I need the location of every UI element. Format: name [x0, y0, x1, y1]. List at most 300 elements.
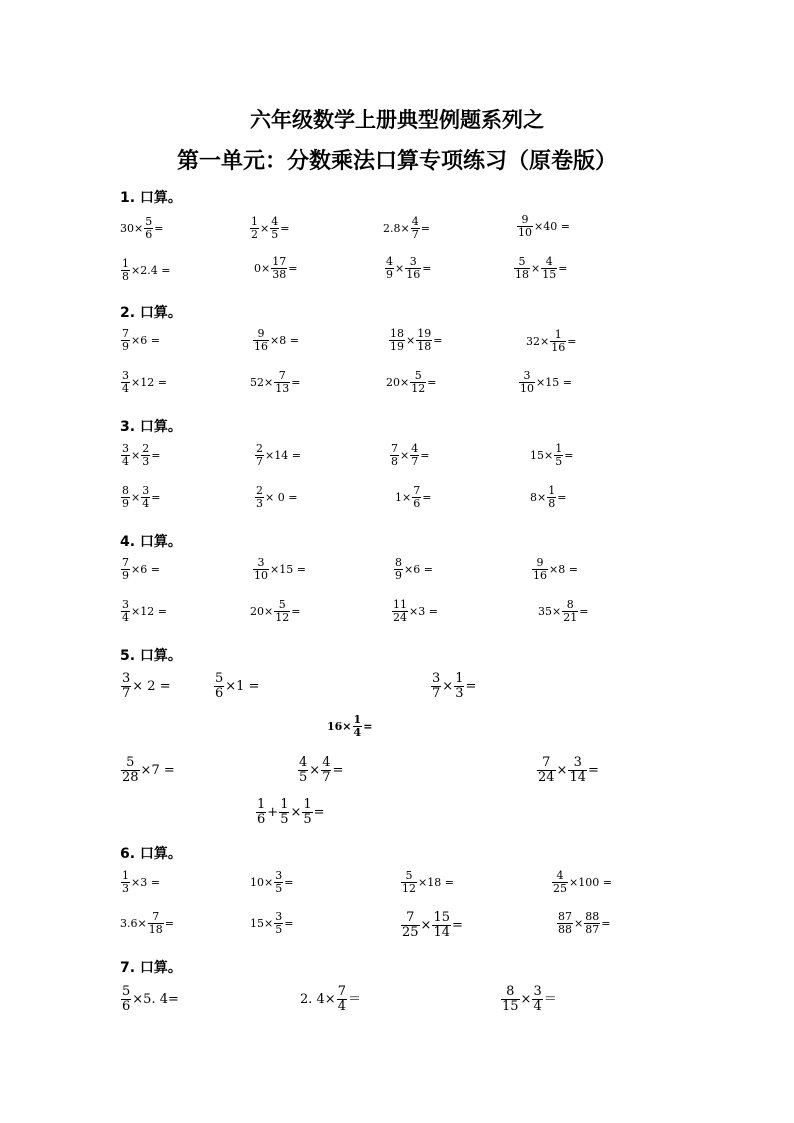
fraction-numerator: 7 — [274, 370, 290, 383]
fraction-denominator: 8 — [548, 496, 556, 510]
fraction-numerator: 1 — [251, 215, 258, 228]
fraction — [274, 370, 290, 394]
expression-text: ×8 = — [270, 333, 299, 347]
fraction-numerator: 4 — [322, 755, 331, 770]
expression-text: 20× — [386, 375, 410, 389]
fraction — [274, 911, 283, 935]
fraction — [255, 443, 264, 467]
expression-text: ＝ — [543, 991, 557, 1007]
fraction-denominator: 16 — [254, 339, 268, 353]
section-heading: 3. 口算。 — [120, 419, 182, 435]
fraction-denominator: 6 — [413, 496, 421, 510]
math-problem — [300, 985, 361, 1013]
fraction — [141, 485, 150, 509]
fraction — [394, 557, 403, 581]
math-problem — [120, 485, 160, 509]
expression-text: = — [601, 916, 611, 930]
fraction — [255, 485, 264, 509]
expression-text: = — [154, 221, 164, 235]
expression-text: ×7 = — [140, 762, 175, 778]
fraction-numerator: 5 — [215, 671, 224, 686]
fraction — [270, 216, 279, 240]
fraction — [568, 756, 587, 784]
fraction-denominator: 88 — [558, 922, 572, 936]
expression-text: = — [288, 261, 298, 275]
fraction — [454, 672, 464, 700]
fraction-denominator: 7 — [411, 227, 419, 241]
fraction — [148, 911, 164, 935]
fraction-numerator: 3 — [405, 256, 421, 269]
fraction — [517, 214, 533, 238]
fraction-numerator: 2 — [256, 442, 263, 455]
expression-text: = — [291, 604, 301, 618]
fraction-numerator: 4 — [541, 256, 557, 269]
fraction-numerator: 7 — [148, 911, 164, 924]
fraction-numerator: 9 — [517, 214, 533, 227]
fraction-denominator: 13 — [275, 381, 290, 395]
section-heading: 2. 口算。 — [120, 305, 182, 321]
fraction — [405, 256, 421, 280]
section-heading: 6. 口算。 — [120, 846, 182, 862]
fraction — [302, 798, 312, 826]
fraction-numerator: 3 — [253, 557, 269, 570]
math-problem — [400, 911, 463, 939]
expression-text: 52× — [250, 375, 274, 389]
fraction-numerator: 5 — [145, 215, 153, 228]
math-problem — [536, 756, 599, 784]
math-problem — [393, 557, 433, 581]
document-title: 六年级数学上册典型例题系列之 — [250, 108, 544, 132]
fraction-denominator: 24 — [393, 610, 407, 624]
fraction-denominator: 9 — [122, 339, 129, 353]
fraction-denominator: 18 — [515, 267, 529, 281]
fraction-denominator: 5 — [555, 454, 563, 468]
fraction-numerator: 4 — [411, 442, 419, 455]
fraction — [253, 557, 269, 581]
math-problem — [384, 256, 431, 280]
expression-text: × — [406, 333, 416, 347]
math-problem — [255, 798, 325, 826]
expression-text: 2. 4× — [300, 991, 336, 1007]
math-problem — [120, 985, 179, 1013]
math-problem — [500, 985, 557, 1013]
fraction-numerator: 5 — [514, 256, 530, 269]
math-problem — [254, 485, 297, 509]
expression-text: ×12 = — [131, 375, 167, 389]
expression-text: × 0 = — [265, 490, 298, 504]
fraction — [514, 256, 530, 280]
fraction — [584, 911, 600, 935]
expression-text: = — [164, 916, 174, 930]
fraction-numerator: 11 — [393, 598, 407, 611]
expression-text: = — [452, 917, 463, 933]
fraction-numerator: 88 — [585, 910, 600, 923]
fraction — [274, 870, 283, 894]
fraction — [410, 370, 426, 394]
fraction-denominator: 3 — [455, 685, 464, 701]
fraction-denominator: 3 — [142, 454, 150, 468]
fraction-numerator: 7 — [401, 911, 420, 926]
expression-text: 35× — [538, 604, 562, 618]
fraction-numerator: 5 — [401, 870, 417, 883]
expression-text: × — [309, 762, 321, 778]
fraction — [532, 985, 542, 1013]
fraction-denominator: 6 — [145, 227, 153, 241]
expression-text: ×6 = — [131, 333, 160, 347]
fraction-numerator: 5 — [122, 984, 131, 999]
math-problem — [252, 557, 306, 581]
fraction-denominator: 4 — [337, 998, 346, 1014]
math-problem — [383, 216, 430, 240]
expression-text: ×2.4 = — [131, 263, 171, 277]
fraction-numerator: 8 — [501, 985, 520, 1000]
fraction-denominator: 9 — [122, 496, 129, 510]
fraction-denominator: 5 — [299, 769, 308, 785]
fraction-numerator: 1 — [303, 797, 312, 812]
expression-text: ×5. 4= — [132, 991, 179, 1007]
expression-text: = — [465, 678, 477, 694]
fraction-denominator: 16 — [533, 568, 547, 582]
fraction — [410, 443, 419, 467]
math-problem — [556, 911, 610, 935]
math-problem — [213, 672, 259, 700]
fraction-denominator: 5 — [275, 881, 283, 895]
fraction-denominator: 18 — [417, 339, 432, 353]
fraction-numerator: 2 — [142, 442, 150, 455]
fraction-denominator: 10 — [254, 568, 268, 582]
expression-text: × — [556, 762, 568, 778]
fraction-numerator: 1 — [122, 869, 129, 882]
fraction — [144, 216, 153, 240]
expression-text: × — [531, 261, 541, 275]
fraction-numerator: 7 — [122, 556, 129, 569]
fraction — [121, 328, 130, 352]
expression-text: × — [520, 991, 532, 1007]
math-problem — [252, 328, 299, 352]
expression-text: 1× — [395, 490, 412, 504]
fraction — [353, 714, 363, 738]
math-problem — [530, 443, 573, 467]
fraction-numerator: 4 — [411, 215, 419, 228]
expression-text: ×3 = — [409, 604, 438, 618]
fraction-numerator: 3 — [122, 671, 131, 686]
fraction-denominator: 7 — [122, 685, 131, 701]
math-problem — [120, 443, 160, 467]
expression-text: = — [422, 490, 432, 504]
expression-text: ×15 = — [270, 562, 306, 576]
fraction-denominator: 6 — [257, 811, 266, 827]
fraction-denominator: 12 — [411, 381, 426, 395]
math-problem — [120, 672, 171, 700]
fraction-denominator: 7 — [432, 685, 441, 701]
expression-text: ×1 = — [225, 678, 260, 694]
math-problem — [430, 672, 476, 700]
section-heading: 7. 口算。 — [120, 960, 182, 976]
document-subtitle: 第一单元：分数乘法口算专项练习（原卷版） — [176, 149, 617, 174]
fraction-denominator: 12 — [402, 881, 416, 895]
expression-text: + — [267, 804, 279, 820]
fraction-numerator: 1 — [555, 442, 563, 455]
fraction-numerator: 3 — [519, 370, 535, 383]
fraction — [250, 216, 259, 240]
fraction-denominator: 18 — [148, 922, 163, 936]
fraction-numerator: 5 — [410, 370, 426, 383]
math-problem — [249, 216, 289, 240]
expression-text: ×14 = — [265, 448, 301, 462]
fraction-numerator: 5 — [274, 599, 290, 612]
fraction-numerator: 8 — [562, 599, 578, 612]
fraction-numerator: 19 — [417, 327, 432, 340]
fraction-numerator: 7 — [413, 484, 421, 497]
expression-text: 32× — [526, 334, 550, 348]
fraction-numerator: 7 — [337, 984, 346, 999]
fraction — [253, 328, 269, 352]
fraction — [321, 756, 331, 784]
expression-text: = — [427, 375, 437, 389]
expression-text: 10× — [250, 875, 274, 889]
expression-text: × — [442, 678, 454, 694]
fraction — [121, 443, 130, 467]
math-problem — [250, 911, 293, 935]
fraction-numerator: 1 — [122, 257, 129, 270]
fraction-denominator: 4 — [533, 998, 542, 1014]
fraction-denominator: 14 — [569, 769, 586, 785]
fraction — [501, 985, 520, 1013]
expression-text: = — [433, 333, 443, 347]
fraction — [121, 870, 130, 894]
fraction-numerator: 3 — [432, 671, 441, 686]
fraction — [121, 485, 130, 509]
fraction-numerator: 5 — [121, 756, 140, 771]
expression-text: = — [313, 804, 325, 820]
math-problem — [531, 557, 578, 581]
fraction-denominator: 5 — [275, 922, 283, 936]
fraction-denominator: 15 — [542, 267, 557, 281]
fraction — [554, 443, 563, 467]
expression-text: = — [280, 221, 290, 235]
fraction-numerator: 17 — [272, 255, 287, 268]
fraction — [121, 985, 131, 1013]
expression-text: = — [588, 762, 599, 778]
fraction-denominator: 28 — [122, 769, 139, 785]
expression-text: = — [332, 762, 344, 778]
fraction — [298, 756, 308, 784]
expression-text: ×8 = — [549, 562, 578, 576]
expression-text: ×18 = — [418, 875, 454, 889]
expression-text: × — [420, 917, 432, 933]
fraction-denominator: 10 — [520, 381, 534, 395]
math-problem — [120, 870, 160, 894]
expression-text: ×100 = — [569, 875, 612, 889]
fraction-numerator: 4 — [271, 215, 279, 228]
math-problem — [250, 370, 300, 394]
fraction — [279, 798, 289, 826]
expression-text: 3.6× — [120, 916, 147, 930]
fraction — [431, 672, 441, 700]
fraction — [274, 599, 290, 623]
fraction-denominator: 9 — [386, 267, 393, 281]
fraction-numerator: 7 — [391, 442, 398, 455]
fraction-numerator: 1 — [280, 797, 289, 812]
fraction-numerator: 3 — [275, 910, 283, 923]
fraction — [432, 911, 451, 939]
fraction-denominator: 16 — [406, 267, 421, 281]
fraction-numerator: 18 — [390, 327, 404, 340]
math-problem — [551, 870, 612, 894]
expression-text: × — [260, 221, 270, 235]
expression-text: × — [290, 804, 302, 820]
fraction-numerator: 9 — [253, 328, 269, 341]
fraction — [550, 329, 566, 353]
expression-text: = — [558, 261, 568, 275]
math-problem — [386, 370, 436, 394]
math-problem — [250, 599, 300, 623]
fraction-numerator: 1 — [257, 797, 266, 812]
expression-text: ＝ — [347, 991, 361, 1007]
expression-text: = — [284, 875, 294, 889]
fraction-denominator: 38 — [272, 267, 287, 281]
expression-text: = — [420, 221, 430, 235]
math-problem — [391, 599, 438, 623]
math-problem — [513, 256, 567, 280]
fraction — [256, 798, 266, 826]
fraction-numerator: 8 — [122, 484, 129, 497]
math-problem — [120, 911, 174, 935]
expression-text: = — [151, 448, 161, 462]
math-problem — [530, 485, 566, 509]
fraction-numerator: 7 — [122, 327, 129, 340]
expression-text: 15× — [250, 916, 274, 930]
fraction — [401, 911, 420, 939]
expression-text: = — [363, 719, 373, 733]
fraction — [271, 256, 287, 280]
fraction-numerator: 9 — [532, 557, 548, 570]
fraction-denominator: 7 — [411, 454, 419, 468]
fraction-numerator: 3 — [142, 484, 150, 497]
fraction — [557, 911, 573, 935]
expression-text: × — [131, 448, 141, 462]
fraction — [121, 756, 140, 784]
expression-text: × — [400, 448, 410, 462]
fraction-denominator: 2 — [251, 227, 258, 241]
fraction-denominator: 8 — [122, 269, 129, 283]
fraction — [214, 672, 224, 700]
fraction-numerator: 2 — [256, 484, 263, 497]
fraction-denominator: 5 — [280, 811, 289, 827]
fraction — [532, 557, 548, 581]
fraction-denominator: 12 — [275, 610, 290, 624]
expression-text: = — [151, 490, 161, 504]
math-problem — [526, 329, 576, 353]
expression-text: 0× — [254, 261, 271, 275]
fraction — [385, 256, 394, 280]
math-problem — [120, 370, 167, 394]
fraction-numerator: 4 — [552, 870, 568, 883]
fraction-denominator: 25 — [402, 924, 419, 940]
math-problem — [120, 756, 175, 784]
expression-text: × — [574, 916, 584, 930]
fraction-numerator: 87 — [558, 910, 572, 923]
fraction — [337, 985, 347, 1013]
expression-text: = — [284, 916, 294, 930]
fraction-numerator: 7 — [537, 756, 556, 771]
math-problem — [120, 557, 160, 581]
fraction-denominator: 7 — [322, 769, 331, 785]
expression-text: = — [420, 448, 430, 462]
expression-text: 16× — [327, 719, 352, 733]
expression-text: × 2 = — [132, 678, 171, 694]
math-problem — [538, 599, 588, 623]
math-problem — [250, 870, 293, 894]
math-problem — [516, 214, 570, 238]
fraction-numerator: 3 — [122, 442, 129, 455]
fraction-denominator: 5 — [303, 811, 312, 827]
fraction — [416, 328, 432, 352]
math-problem — [254, 443, 301, 467]
fraction — [121, 258, 130, 282]
expression-text: × — [131, 490, 141, 504]
fraction-numerator: 4 — [299, 755, 308, 770]
fraction-numerator: 1 — [550, 329, 566, 342]
fraction-denominator: 16 — [551, 340, 566, 354]
expression-text: ×12 = — [131, 604, 167, 618]
fraction — [401, 870, 417, 894]
fraction — [519, 370, 535, 394]
fraction-numerator: 3 — [568, 756, 587, 771]
math-problem — [254, 256, 297, 280]
fraction-denominator: 5 — [271, 227, 279, 241]
fraction-numerator: 3 — [122, 369, 129, 382]
expression-text: ×40 = — [534, 219, 570, 233]
fraction-denominator: 24 — [538, 769, 555, 785]
expression-text: = — [564, 448, 574, 462]
math-problem — [120, 258, 170, 282]
fraction — [541, 256, 557, 280]
fraction — [392, 599, 408, 623]
math-problem — [388, 328, 442, 352]
section-heading: 4. 口算。 — [120, 534, 182, 550]
fraction-denominator: 8 — [391, 454, 398, 468]
fraction-denominator: 9 — [395, 568, 402, 582]
fraction-denominator: 4 — [142, 496, 150, 510]
expression-text: × — [395, 261, 405, 275]
fraction-numerator: 8 — [395, 556, 402, 569]
math-problem — [120, 599, 167, 623]
math-problem — [395, 485, 431, 509]
fraction-denominator: 6 — [215, 685, 224, 701]
expression-text: 8× — [530, 490, 547, 504]
section-heading: 5. 口算。 — [120, 648, 182, 664]
fraction-numerator: 1 — [548, 484, 556, 497]
fraction-denominator: 4 — [353, 725, 362, 739]
fraction-denominator: 87 — [585, 922, 600, 936]
math-problem — [389, 443, 429, 467]
expression-text: ×15 = — [536, 375, 572, 389]
fraction — [537, 756, 556, 784]
expression-text: 20× — [250, 604, 274, 618]
fraction-denominator: 14 — [433, 924, 450, 940]
fraction-denominator: 4 — [122, 454, 129, 468]
fraction-denominator: 3 — [256, 496, 263, 510]
fraction-denominator: 25 — [553, 881, 567, 895]
expression-text: = — [291, 375, 301, 389]
fraction-denominator: 19 — [390, 339, 404, 353]
math-problem — [297, 756, 343, 784]
fraction-numerator: 1 — [455, 671, 464, 686]
fraction — [389, 328, 405, 352]
fraction-denominator: 6 — [122, 998, 131, 1014]
expression-text: ×6 = — [131, 562, 160, 576]
